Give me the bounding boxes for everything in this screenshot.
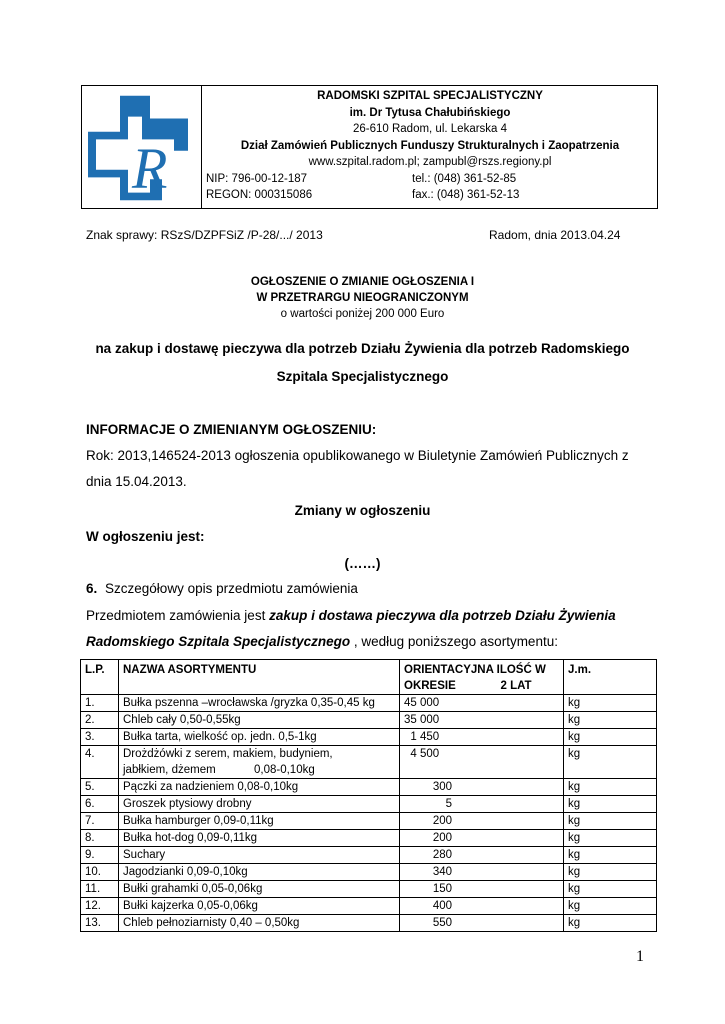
cell-unit: kg xyxy=(564,847,657,864)
logo-cell xyxy=(82,86,202,208)
cell-name-line-1: Bułka hot-dog 0,09-0,11kg xyxy=(123,832,258,844)
intro-prefix: Przedmiotem zamówienia jest xyxy=(86,608,270,623)
org-address: 26-610 Radom, ul. Lekarska 4 xyxy=(352,123,508,135)
header-name: NAZWA ASORTYMENTU xyxy=(119,660,400,695)
cell-lp: 10. xyxy=(81,864,119,881)
cell-name xyxy=(119,779,400,796)
cell-name xyxy=(119,813,400,830)
table-row xyxy=(81,796,657,813)
cell-name xyxy=(119,881,400,898)
table-row xyxy=(81,746,657,779)
intro-emphasis-1: zakup i dostawa pieczywa dla potrzeb Działu Żywienia xyxy=(269,608,616,623)
cell-qty: 200 xyxy=(400,813,564,830)
subject-line-2: Szpitala Specjalistycznego xyxy=(276,369,449,384)
cell-name-line-1: Pączki za nadzieniem 0,08-0,10kg xyxy=(123,781,299,793)
table-row xyxy=(81,729,657,746)
cell-name-line-1: Chleb cały 0,50-0,55kg xyxy=(123,714,241,726)
section-6-number: 6. xyxy=(86,581,98,596)
cell-name-line-1: Bułka hamburger 0,09-0,11kg xyxy=(123,815,274,827)
cell-unit: kg xyxy=(564,813,657,830)
table-row xyxy=(81,915,657,932)
cell-name-line-1: Groszek ptysiowy drobny xyxy=(123,798,252,810)
header-qty-line-2: OKRESIE 2 LAT xyxy=(404,680,532,692)
cell-unit: kg xyxy=(564,729,657,746)
cell-qty: 5 xyxy=(400,796,564,813)
cell-name xyxy=(119,864,400,881)
org-patron: im. Dr Tytusa Chałubińskiego xyxy=(349,106,511,119)
org-nip: NIP: 796-00-12-187 xyxy=(206,172,308,185)
cell-lp: 12. xyxy=(81,898,119,915)
table-row xyxy=(81,847,657,864)
section-6-title: Szczegółowy opis przedmiotu zamówienia xyxy=(105,581,358,596)
cell-name-line-1: Jagodzianki 0,09-0,10kg xyxy=(123,866,248,878)
cell-name-line-1: Suchary xyxy=(123,849,166,861)
cell-unit: kg xyxy=(564,796,657,813)
cell-unit: kg xyxy=(564,898,657,915)
table-row xyxy=(81,898,657,915)
org-name: RADOMSKI SZPITAL SPECJALISTYCZNY xyxy=(317,90,543,102)
page-number: 1 xyxy=(636,948,644,965)
cell-unit: kg xyxy=(564,695,657,712)
cell-lp: 2. xyxy=(81,712,119,729)
cell-lp: 1. xyxy=(81,695,119,712)
table-row xyxy=(81,813,657,830)
section-6-intro-line-2 xyxy=(86,634,558,649)
cell-lp: 8. xyxy=(81,830,119,847)
cell-qty: 4 500 xyxy=(400,746,564,779)
header-unit: J.m. xyxy=(564,660,657,695)
info-line-2: dnia 15.04.2013. xyxy=(86,474,187,489)
cell-name xyxy=(119,915,400,932)
cell-unit: kg xyxy=(564,779,657,796)
cell-qty: 400 xyxy=(400,898,564,915)
hospital-logo-icon xyxy=(86,90,198,204)
cell-unit: kg xyxy=(564,830,657,847)
table-body xyxy=(81,695,657,932)
table-row xyxy=(81,830,657,847)
cell-name xyxy=(119,847,400,864)
cell-lp: 6. xyxy=(81,796,119,813)
logo-letter: R xyxy=(132,136,168,201)
cell-name-line-2: jabłkiem, dżemem 0,08-0,10kg xyxy=(123,764,315,776)
info-heading: INFORMACJE O ZMIENIANYM OGŁOSZENIU: xyxy=(86,422,377,437)
cell-name xyxy=(119,712,400,729)
title-line-2: W PRZETRARGU NIEOGRANICZONYM xyxy=(256,292,469,304)
cell-lp: 7. xyxy=(81,813,119,830)
table-row xyxy=(81,712,657,729)
letterhead xyxy=(81,85,658,209)
cell-unit: kg xyxy=(564,881,657,898)
case-number: Znak sprawy: RSzS/DZPFSiZ /P-28/.../ 2013 xyxy=(86,228,323,242)
cell-name xyxy=(119,746,400,779)
cell-qty: 550 xyxy=(400,915,564,932)
header-lp: L.P. xyxy=(81,660,119,695)
assortment-table xyxy=(80,659,657,932)
org-department: Dział Zamówień Publicznych Funduszy Strukturalnych i Zaopatrzenia xyxy=(240,139,620,152)
cell-qty: 1 450 xyxy=(400,729,564,746)
org-regon: REGON: 000315086 xyxy=(206,189,313,201)
cell-name xyxy=(119,898,400,915)
intro-suffix: , według poniższego asortymentu: xyxy=(350,634,558,649)
cell-lp: 3. xyxy=(81,729,119,746)
is-heading: W ogłoszeniu jest: xyxy=(86,529,205,544)
cell-name-line-1: Bułka pszenna –wrocławska /gryzka 0,35-0,45 kg xyxy=(123,697,375,709)
cell-qty: 45 000 xyxy=(400,695,564,712)
section-6-heading xyxy=(86,581,358,596)
title-line-1: OGŁOSZENIE O ZMIANIE OGŁOSZENIA I xyxy=(250,276,475,288)
cell-name-line-1: Bułki grahamki 0,05-0,06kg xyxy=(123,883,263,895)
cell-qty: 200 xyxy=(400,830,564,847)
org-web-email: www.szpital.radom.pl; zampubl@rszs.regiony.pl xyxy=(308,156,552,168)
cell-lp: 9. xyxy=(81,847,119,864)
cell-name-line-1: Bułki kajzerka 0,05-0,06kg xyxy=(123,900,258,912)
org-tel: tel.: (048) 361-52-85 xyxy=(412,172,517,185)
header-qty-line-1: ORIENTACYJNA ILOŚĆ W xyxy=(404,664,546,676)
subject-line-1: na zakup i dostawę pieczywa dla potrzeb Działu Żywienia dla potrzeb Radomskiego xyxy=(95,341,630,356)
cell-lp: 13. xyxy=(81,915,119,932)
cell-unit: kg xyxy=(564,864,657,881)
org-fax: fax.: (048) 361-52-13 xyxy=(412,189,520,201)
cell-qty: 150 xyxy=(400,881,564,898)
cell-lp: 5. xyxy=(81,779,119,796)
letterhead-text xyxy=(203,88,657,204)
cell-name xyxy=(119,729,400,746)
changes-heading: Zmiany w ogłoszeniu xyxy=(294,503,431,518)
place-date: Radom, dnia 2013.04.24 xyxy=(489,228,621,242)
cell-lp: 11. xyxy=(81,881,119,898)
nip-tel-row xyxy=(203,171,657,188)
table-row xyxy=(81,864,657,881)
cell-name-line-1: Drożdżówki z serem, makiem, budyniem, xyxy=(123,748,333,760)
table-header-row xyxy=(81,660,657,695)
section-6-intro-line-1 xyxy=(86,608,616,623)
cell-name xyxy=(119,695,400,712)
intro-emphasis-2: Radomskiego Szpitala Specjalistycznego xyxy=(86,634,351,649)
cell-unit: kg xyxy=(564,746,657,779)
cell-qty: 300 xyxy=(400,779,564,796)
ellipsis: (……) xyxy=(344,556,381,571)
table-row xyxy=(81,779,657,796)
info-line-1: Rok: 2013,146524-2013 ogłoszenia opublikowanego w Biuletynie Zamówień Publicznych z xyxy=(86,448,629,463)
table-row xyxy=(81,695,657,712)
table-row xyxy=(81,881,657,898)
regon-fax-row xyxy=(203,187,657,204)
cell-qty: 280 xyxy=(400,847,564,864)
cell-name xyxy=(119,830,400,847)
header-qty xyxy=(400,660,564,695)
cell-qty: 340 xyxy=(400,864,564,881)
cell-name-line-1: Chleb pełnoziarnisty 0,40 – 0,50kg xyxy=(123,917,300,929)
cell-lp: 4. xyxy=(81,746,119,779)
cell-unit: kg xyxy=(564,915,657,932)
title-line-3: o wartości poniżej 200 000 Euro xyxy=(280,308,445,320)
cell-unit: kg xyxy=(564,712,657,729)
cell-name xyxy=(119,796,400,813)
cell-qty: 35 000 xyxy=(400,712,564,729)
cell-name-line-1: Bułka tarta, wielkość op. jedn. 0,5-1kg xyxy=(123,731,317,743)
